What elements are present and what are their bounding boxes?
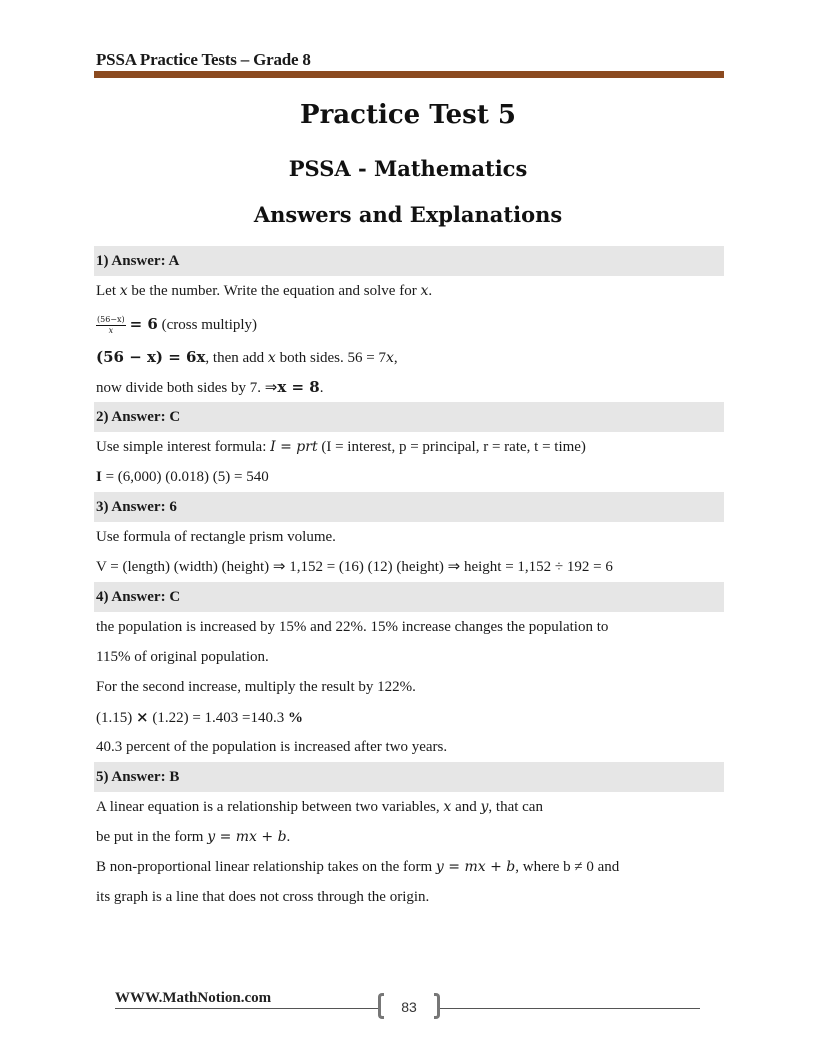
fraction: $\frac{(56-x)}{x}$ — [97, 315, 125, 336]
answer-1-line-2: $\frac{(56-x)}{x}$ = 6 (cross multiply) — [97, 315, 258, 336]
section-title: Answers and Explanations — [253, 202, 563, 227]
answer-5-line-4: its graph is a line that does not cross through the origin. — [96, 889, 430, 905]
footer-website: WWW.MathNotion.com — [115, 990, 272, 1006]
answer-2-line-2: I = (6,000) (0.018) (5) = 540 — [96, 469, 269, 485]
answer-4-line-1: the population is increased by 15% and 22%. 15% increase changes the population to — [96, 619, 609, 635]
answer-1-line-1: Let x be the number. Write the equation and solve for x. — [96, 283, 433, 299]
answer-5-line-1: A linear equation is a relationship between two variables, x and y, that can — [96, 799, 543, 815]
answer-3-line-1: Use formula of rectangle prism volume. — [96, 529, 336, 545]
answer-3-heading: 3) Answer: 6 — [94, 492, 724, 522]
answer-4-line-2: 115% of original population. — [96, 649, 269, 665]
page-number: 83 — [401, 999, 417, 1015]
page-number-box — [378, 993, 440, 1021]
page-title: Practice Test 5 — [300, 100, 516, 130]
answer-4-heading: 4) Answer: C — [94, 582, 724, 612]
answer-4-line-5: 40.3 percent of the population is increased after two years. — [96, 739, 448, 755]
answer-1-heading: 1) Answer: A — [94, 246, 724, 276]
subject-title: PSSA - Mathematics — [288, 156, 528, 181]
header-rule — [94, 71, 724, 78]
answer-2-heading: 2) Answer: C — [94, 402, 724, 432]
answer-1-line-4: now divide both sides by 7. ⇒x = 8. — [96, 378, 324, 396]
left-brace-icon — [378, 993, 384, 1019]
running-header: PSSA Practice Tests – Grade 8 — [96, 50, 311, 69]
answer-5-line-2: be put in the form y = mx + b. — [96, 829, 291, 845]
answer-4-line-4: (1.15) × (1.22) = 1.403 =140.3 % — [96, 708, 303, 726]
answer-3-line-2: V = (length) (width) (height) ⇒ 1,152 = (16) (12) (height) ⇒ height = 1,152 ÷ 192 = 6 — [96, 559, 613, 575]
answer-2-line-1: Use simple interest formula: I = prt (I = interest, p = principal, r = rate, t = time) — [96, 439, 586, 455]
answer-4-line-3: For the second increase, multiply the result by 122%. — [96, 679, 416, 695]
answer-1-line-3: (56 − x) = 6x, then add x both sides. 56 = 7x, — [96, 348, 398, 366]
answer-5-line-3: B non-proportional linear relationship takes on the form y = mx + b, where b ≠ 0 and — [96, 859, 620, 875]
answer-5-heading: 5) Answer: B — [94, 762, 724, 792]
right-brace-icon — [434, 993, 440, 1019]
answers-content — [94, 246, 724, 912]
